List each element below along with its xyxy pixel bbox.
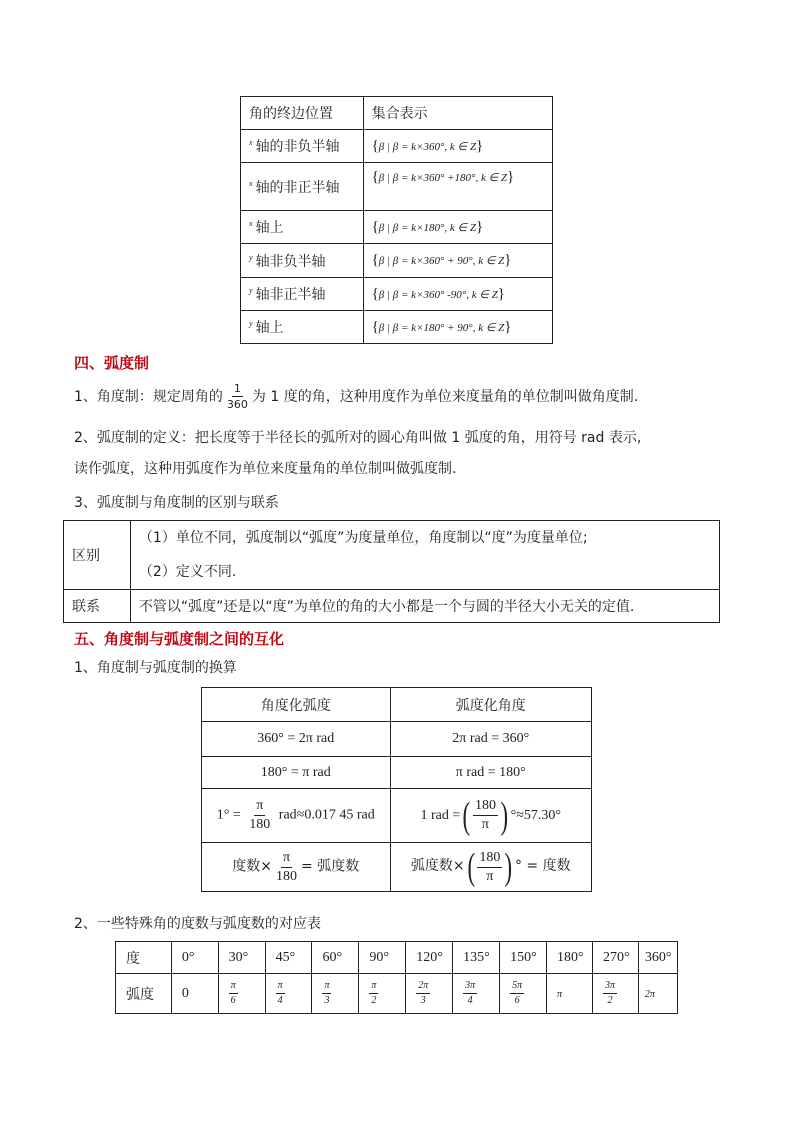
- degree-cell: 360°: [638, 942, 677, 974]
- terminal-side-table: [240, 96, 553, 344]
- radian-cell: 0: [171, 974, 218, 1014]
- radian-cell: 2π: [638, 974, 677, 1014]
- degree-cell: 180°: [547, 942, 593, 974]
- link-text: 不管以“弧度”还是以“度”为单位的角的大小都是一个与圆的半径大小无关的定值.: [130, 590, 719, 623]
- formula-cell: π rad = 180°: [390, 757, 591, 789]
- paragraph-text: 1、角度制：规定周角的: [74, 388, 223, 405]
- table-row: $^y$ 轴上 {β | β = k×180° + 90°, k ∈ Z}: [241, 311, 553, 344]
- degree-cell: 120°: [406, 942, 453, 974]
- radian-cell: $\frac{\pi}{6}$: [218, 974, 265, 1014]
- paragraph-radian-def-1: 2、弧度制的定义：把长度等于半径长的弧所对的圆心角叫做 1 弧度的角，用符号 rad 表示,: [74, 430, 642, 446]
- radian-cell: $\frac{\pi}{2}$: [359, 974, 406, 1014]
- paragraph-text: 为 1 度的角，这种用度作为单位来度量角的单位制叫做角度制.: [251, 388, 639, 405]
- paragraph-degree-def: [74, 383, 638, 410]
- paragraph-conversion-title: 1、角度制与弧度制的换算: [74, 660, 237, 676]
- table-row: $^x$ 轴上 {β | β = k×180°, k ∈ Z}: [241, 211, 553, 244]
- degree-cell: 30°: [218, 942, 265, 974]
- paragraph-special-angles-title: 2、一些特殊角的度数与弧度数的对应表: [74, 916, 321, 932]
- table-header-cell: 集合表示: [363, 97, 552, 130]
- radian-cell: $\frac{\pi}{3}$: [312, 974, 359, 1014]
- radian-cell: $\frac{5\pi}{6}$: [500, 974, 547, 1014]
- formula-cell: 1 rad =( $\frac{180}{\pi}$ ) °≈57.30°: [390, 789, 591, 843]
- table-header-cell: 弧度化角度: [390, 688, 591, 722]
- radian-cell: π: [547, 974, 593, 1014]
- table-row: $^x$ 轴的非正半轴 {β | β = k×360° +180°, k ∈ Z}: [241, 163, 553, 211]
- formula-cell: 360° = 2π rad: [202, 722, 391, 757]
- table-row: $^y$ 轴非正半轴 {β | β = k×360° -90°, k ∈ Z}: [241, 278, 553, 311]
- fraction: $\frac{1}{360}$: [226, 382, 248, 411]
- link-label: 联系: [64, 590, 131, 623]
- formula-cell: 弧度数×( $\frac{180}{\pi}$ ) ° = 度数: [390, 843, 591, 892]
- degree-cell: 0°: [171, 942, 218, 974]
- diff-item-1: （1）单位不同，弧度制以“弧度”为度量单位，角度制以“度”为度量单位;: [138, 530, 588, 546]
- formula-cell: 1° = $\frac{\pi}{180}$ rad≈0.017 45 rad: [202, 789, 391, 843]
- diff-label: 区别: [64, 521, 131, 590]
- paragraph-radian-def-2: 读作弧度，这种用弧度作为单位来度量角的单位制叫做弧度制.: [74, 461, 457, 477]
- diff-item-2: （2）定义不同.: [138, 564, 237, 580]
- degree-cell: 270°: [592, 942, 638, 974]
- degree-cell: 150°: [500, 942, 547, 974]
- row-label: 弧度: [116, 974, 172, 1014]
- row-label: 度: [116, 942, 172, 974]
- table-row: [116, 942, 678, 974]
- formula-cell: 180° = π rad: [202, 757, 391, 789]
- formula-cell: 度数× $\frac{\pi}{180}$ = 弧度数: [202, 843, 391, 892]
- table-header-cell: 角的终边位置: [241, 97, 364, 130]
- radian-cell: $\frac{2\pi}{3}$: [406, 974, 453, 1014]
- table-row: $^y$ 轴非负半轴 {β | β = k×360° + 90°, k ∈ Z}: [241, 244, 553, 278]
- radian-cell: $\frac{\pi}{4}$: [265, 974, 312, 1014]
- radian-cell: $\frac{3\pi}{4}$: [453, 974, 500, 1014]
- degree-cell: 90°: [359, 942, 406, 974]
- special-angles-table: [115, 941, 678, 1014]
- section-4-title: 四、弧度制: [74, 354, 150, 372]
- table-row: $^x$ 轴的非负半轴 {β | β = k×360°, k ∈ Z}: [241, 130, 553, 163]
- table-header-cell: 角度化弧度: [202, 688, 391, 722]
- conversion-table: [201, 687, 592, 892]
- section-5-title: 五、角度制与弧度制之间的互化: [74, 630, 285, 648]
- degree-cell: 135°: [453, 942, 500, 974]
- table-row: [116, 974, 678, 1014]
- difference-table: [63, 520, 720, 623]
- formula-cell: 2π rad = 360°: [390, 722, 591, 757]
- radian-cell: $\frac{3\pi}{2}$: [592, 974, 638, 1014]
- degree-cell: 60°: [312, 942, 359, 974]
- degree-cell: 45°: [265, 942, 312, 974]
- paragraph-difference-title: 3、弧度制与角度制的区别与联系: [74, 495, 279, 511]
